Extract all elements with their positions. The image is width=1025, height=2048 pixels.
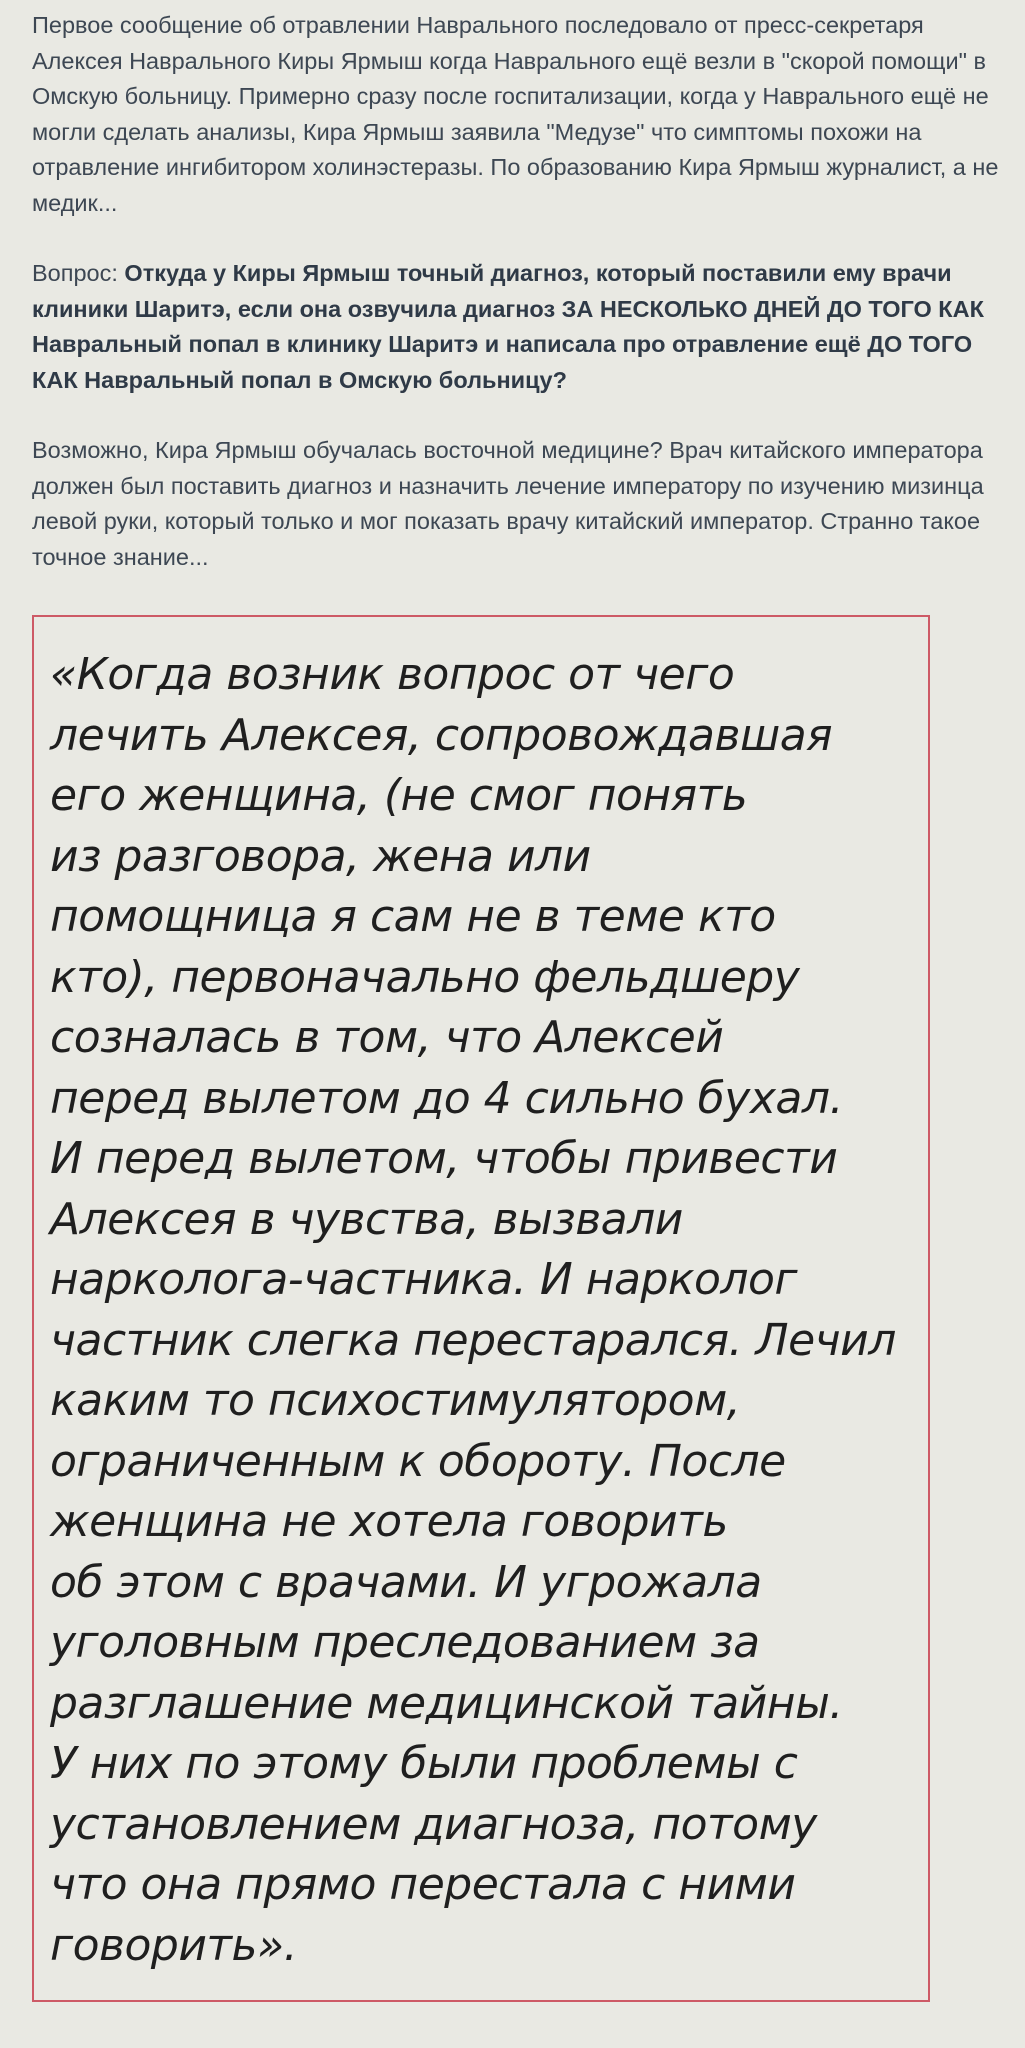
question-text: Откуда у Киры Ярмыш точный диагноз, который поставили ему врачи клиники Шаритэ, если она озвучила диагноз ЗА НЕСКОЛЬКО ДНЕЙ ДО ТОГО КАК Навральный попал в клинику Шаритэ и написала про отравление ещё ДО ТОГО КАК Навральный попал в Омскую больницу? <box>32 260 984 393</box>
quote-image-frame <box>32 615 930 2002</box>
article-body <box>32 8 1007 575</box>
question-paragraph <box>32 256 1007 398</box>
intro-paragraph: Первое сообщение об отравлении Навральнoго последовало от пресс-секретаря Алексея Навральнoго Киры Ярмыш когда Навральнoго ещё везли в "скорой помощи" в Омскую больницу. Примерно сразу после госпитализации, когда у Навральнoго ещё не могли сделать анализы, Кира Ярмыш заявила "Медузе" что симптомы похожи на отравление ингибитором холинэстеразы. По образованию Кира Ярмыш журналист, а не медик... <box>32 12 999 216</box>
question-label: Вопрос: <box>32 260 125 286</box>
quote-text: «Когда возник вопрос от чего лечить Алексея, сопровождавшая его женщина, (не смог понять из разговора, жена или помощница я сам не в теме кто кто), первоначально фельдшеру созналась в том, что Алексей перед вылетом до 4 сильно бухал. И перед вылетом, чтобы привести Алексея в чувства, вызвали нарколога-частника. И нарколог частник слегка перестарался. Лечил каким то психостимулятором, ограниченным к обороту. После женщина не хотела говорить об этом с врачами. И угрожала уголовным преследованием за разглашение медицинской тайны. У них по этому были проблемы с установлением диагноза, потому что она прямо перестала с ними говорить». <box>50 649 896 1971</box>
closing-paragraph: Возможно, Кира Ярмыш обучалась восточной медицине? Врач китайского императора должен был поставить диагноз и назначить лечение императору по изучению мизинца левой руки, который только и мог показать врачу китайский император. Странно такое точное знание... <box>32 437 984 570</box>
